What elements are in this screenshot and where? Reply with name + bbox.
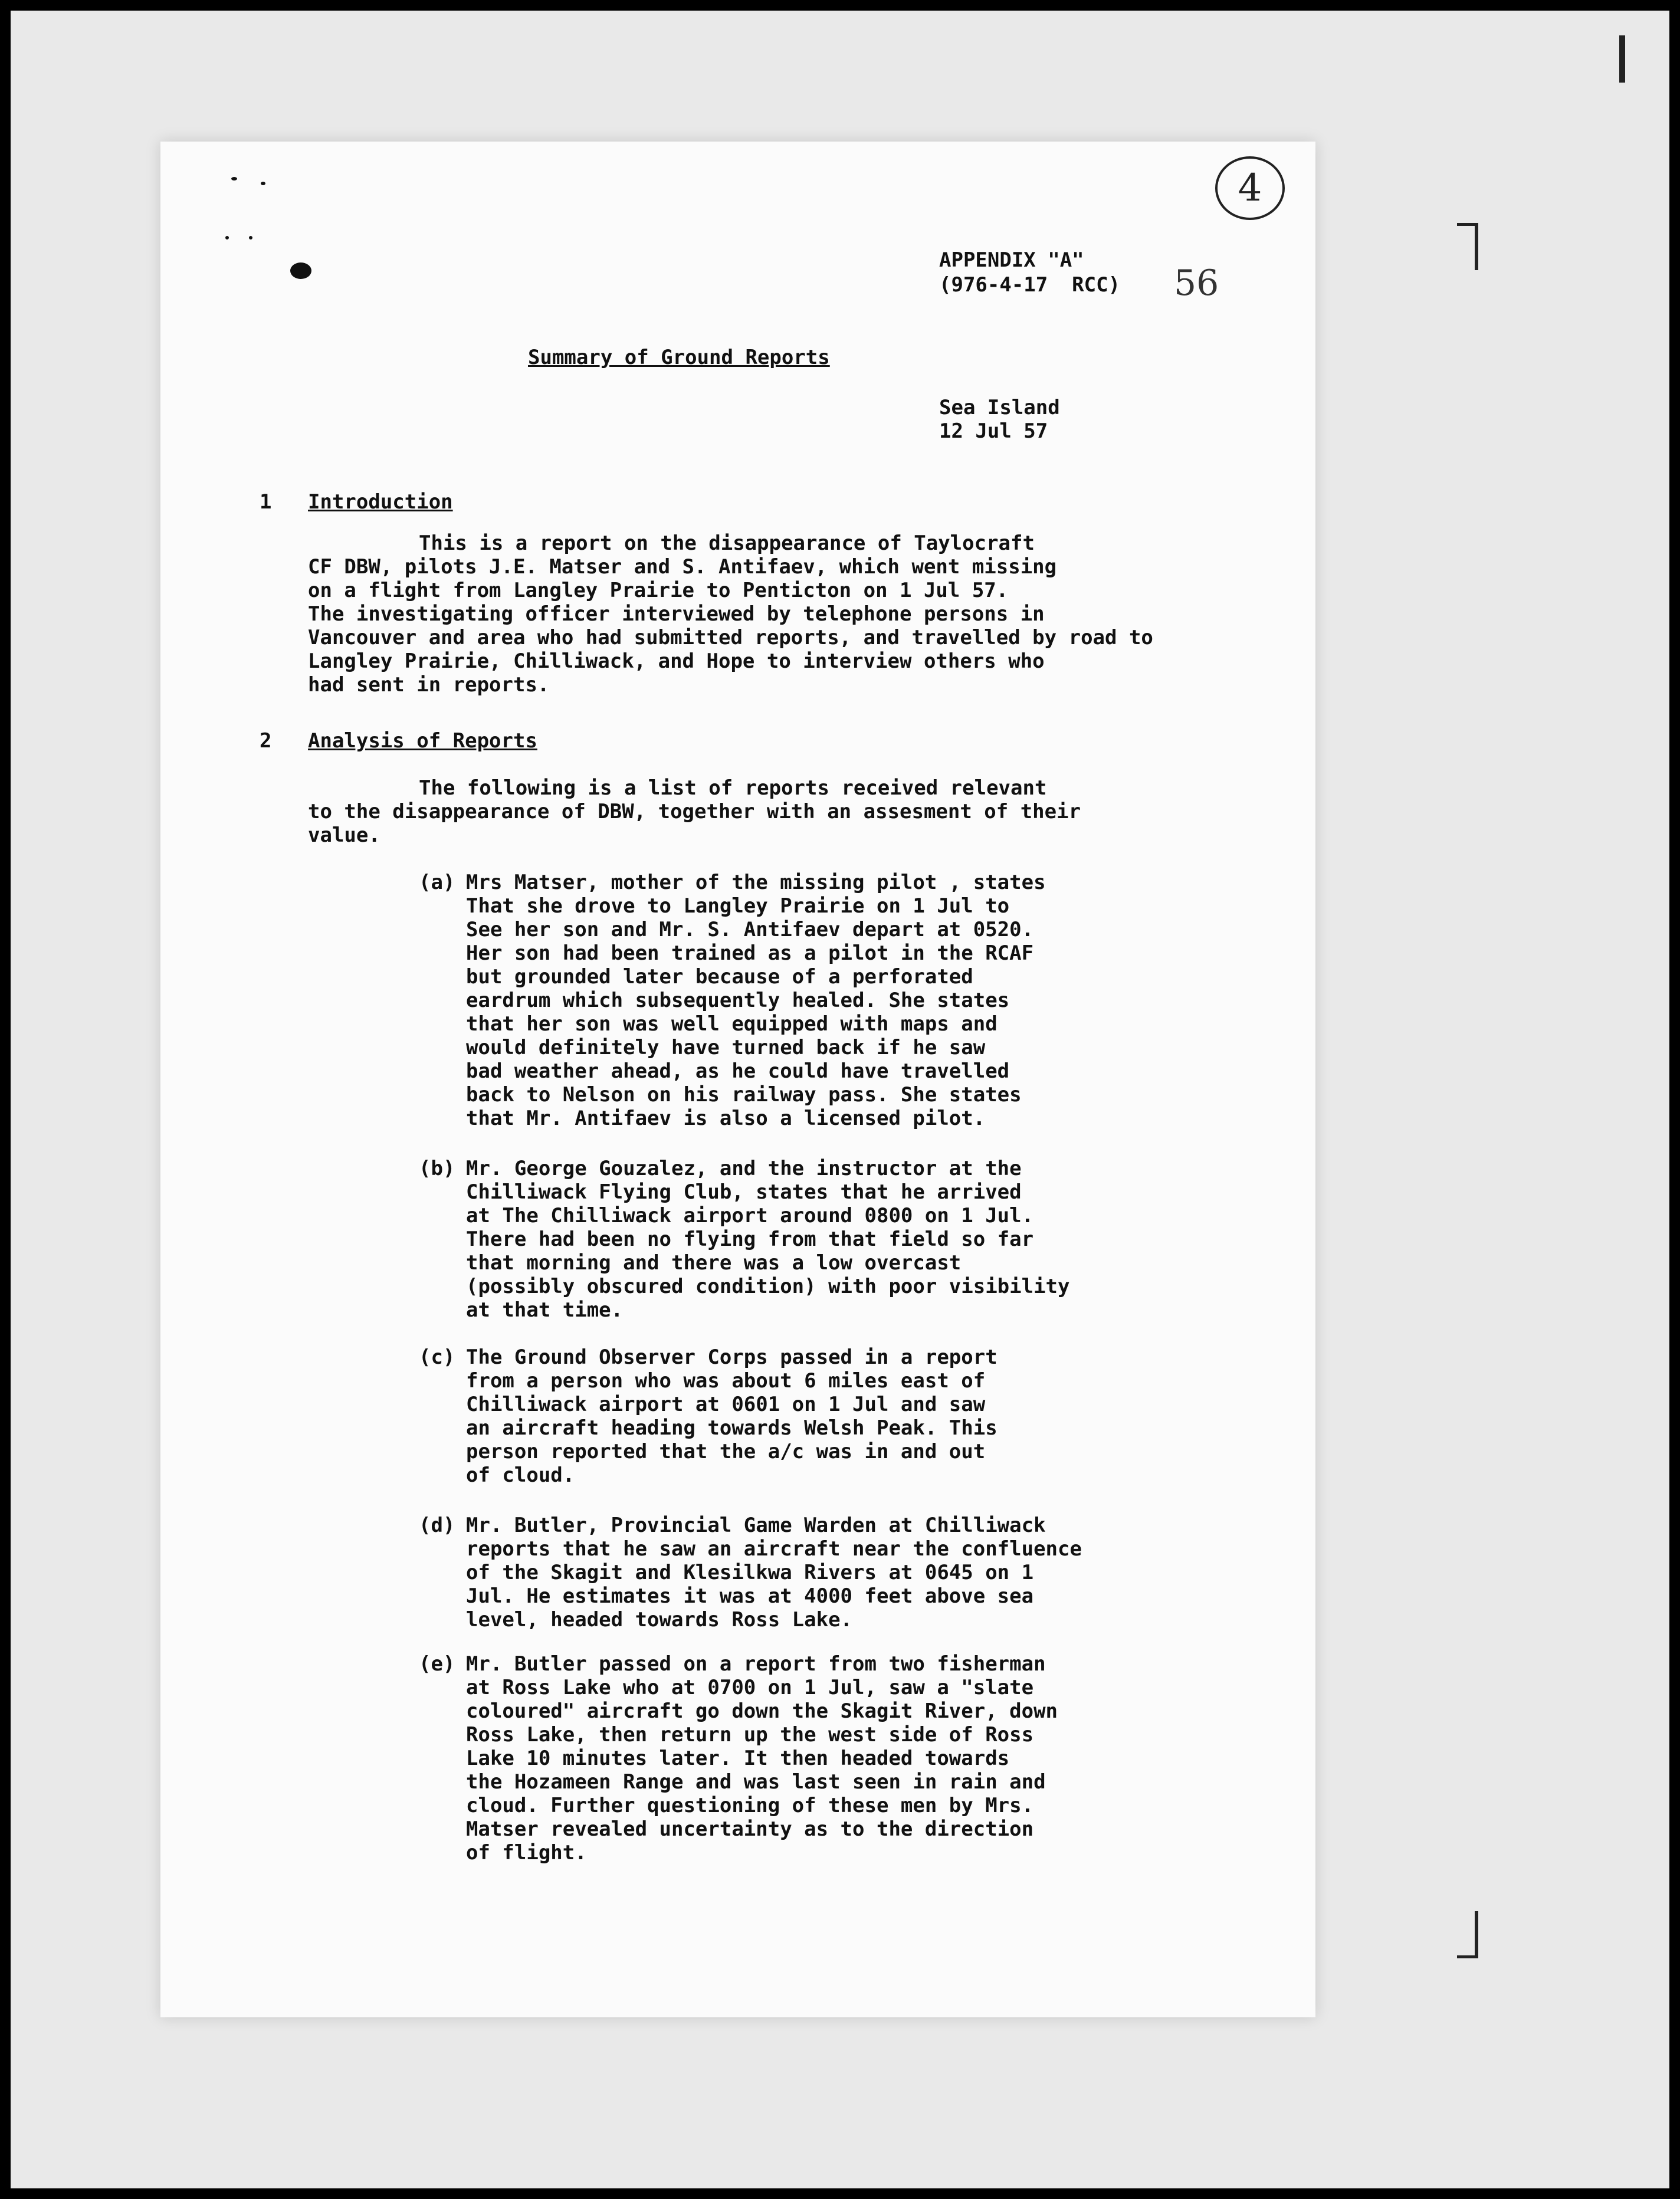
paragraph-line: Vancouver and area who had submitted reports, and travelled by road to xyxy=(308,626,1153,649)
report-item-line: an aircraft heading towards Welsh Peak. This xyxy=(466,1416,998,1440)
section-heading: Introduction xyxy=(308,490,453,514)
page-number: 4 xyxy=(1238,166,1262,210)
report-item-line: There had been no flying from that field so far xyxy=(466,1227,1034,1251)
report-item-line: that Mr. Antifaev is also a licensed pilot. xyxy=(466,1107,986,1130)
report-item-line: at that time. xyxy=(466,1298,624,1322)
document-title: Summary of Ground Reports xyxy=(528,346,830,369)
report-item-line: reports that he saw an aircraft near the confluence xyxy=(466,1537,1082,1561)
report-item-line: level, headed towards Ross Lake. xyxy=(466,1608,853,1632)
handwritten-number: 56 xyxy=(1174,262,1219,304)
report-item-label: (e) xyxy=(419,1652,455,1676)
paragraph-line: Langley Prairie, Chilliwack, and Hope to interview others who xyxy=(308,649,1045,673)
edge-mark-right xyxy=(1619,35,1625,83)
bracket-mark-bottom xyxy=(1475,1911,1478,1958)
place: Sea Island xyxy=(939,396,1060,419)
report-item-line: cloud. Further questioning of these men by Mrs. xyxy=(466,1794,1034,1817)
report-item-line: back to Nelson on his railway pass. She states xyxy=(466,1083,1022,1107)
report-item-line: Chilliwack airport at 0601 on 1 Jul and saw xyxy=(466,1393,986,1416)
paragraph-line: This is a report on the disappearance of Taylocraft xyxy=(419,531,1035,555)
report-item-line: of flight. xyxy=(466,1841,587,1865)
report-item-line: from a person who was about 6 miles east of xyxy=(466,1369,986,1393)
report-item-line: Chilliwack Flying Club, states that he arrived xyxy=(466,1180,1022,1204)
report-item-line: Mr. Butler, Provincial Game Warden at Chilliwack xyxy=(466,1514,1046,1537)
report-item-line: Lake 10 minutes later. It then headed towards xyxy=(466,1747,1010,1770)
file-reference: (976-4-17 RCC) xyxy=(939,273,1121,297)
paragraph-line: The following is a list of reports received relevant xyxy=(419,776,1047,800)
report-item-line: Mr. George Gouzalez, and the instructor at the xyxy=(466,1157,1022,1180)
ink-speck xyxy=(231,177,237,180)
bracket-mark-bottom-tick xyxy=(1457,1955,1478,1958)
report-item-label: (c) xyxy=(419,1345,455,1369)
report-item-line: person reported that the a/c was in and out xyxy=(466,1440,986,1463)
report-item-line: Jul. He estimates it was at 4000 feet above sea xyxy=(466,1584,1034,1608)
paragraph-line: to the disappearance of DBW, together with an assesment of their xyxy=(308,800,1081,823)
appendix-label: APPENDIX "A" xyxy=(939,248,1084,272)
report-item-line: at Ross Lake who at 0700 on 1 Jul, saw a "slate xyxy=(466,1676,1034,1699)
ink-speck xyxy=(225,236,229,239)
bracket-mark-top xyxy=(1475,223,1478,270)
ink-blot xyxy=(290,262,311,279)
report-item-line: eardrum which subsequently healed. She states xyxy=(466,989,1010,1012)
report-item-line: but grounded later because of a perforated xyxy=(466,965,973,989)
report-item-line: That she drove to Langley Prairie on 1 Jul to xyxy=(466,894,1010,918)
report-item-line: that her son was well equipped with maps and xyxy=(466,1012,998,1036)
report-item-line: would definitely have turned back if he saw xyxy=(466,1036,986,1059)
report-item-line: Mrs Matser, mother of the missing pilot , states xyxy=(466,871,1046,894)
page-number-circle xyxy=(1215,156,1285,220)
bracket-mark-top-tick xyxy=(1457,223,1478,226)
report-item-line: coloured" aircraft go down the Skagit River, down xyxy=(466,1699,1058,1723)
report-item-label: (d) xyxy=(419,1514,455,1537)
report-item-line: Ross Lake, then return up the west side of Ross xyxy=(466,1723,1034,1747)
report-item-line: at The Chilliwack airport around 0800 on 1 Jul. xyxy=(466,1204,1034,1227)
report-item-line: bad weather ahead, as he could have travelled xyxy=(466,1059,1010,1083)
report-item-line: Matser revealed uncertainty as to the direction xyxy=(466,1817,1034,1841)
report-item-line: The Ground Observer Corps passed in a report xyxy=(466,1345,998,1369)
paragraph-line: value. xyxy=(308,823,380,847)
report-item-label: (a) xyxy=(419,871,455,894)
report-item-line: (possibly obscured condition) with poor visibility xyxy=(466,1275,1070,1298)
section-number: 1 xyxy=(260,490,272,514)
section-number: 2 xyxy=(260,729,272,753)
date: 12 Jul 57 xyxy=(939,419,1048,443)
report-item-line: of the Skagit and Klesilkwa Rivers at 0645 on 1 xyxy=(466,1561,1034,1584)
paragraph-line: had sent in reports. xyxy=(308,673,550,697)
report-item-line: Mr. Butler passed on a report from two fisherman xyxy=(466,1652,1046,1676)
ink-speck xyxy=(261,182,265,185)
report-item-line: See her son and Mr. S. Antifaev depart at 0520. xyxy=(466,918,1034,941)
paragraph-line: on a flight from Langley Prairie to Penticton on 1 Jul 57. xyxy=(308,579,1009,602)
section-heading: Analysis of Reports xyxy=(308,729,537,753)
report-item-line: Her son had been trained as a pilot in the RCAF xyxy=(466,941,1034,965)
report-item-line: the Hozameen Range and was last seen in rain and xyxy=(466,1770,1046,1794)
report-item-line: of cloud. xyxy=(466,1463,575,1487)
ink-speck xyxy=(249,236,252,239)
report-item-line: that morning and there was a low overcast xyxy=(466,1251,962,1275)
report-item-label: (b) xyxy=(419,1157,455,1180)
paragraph-line: The investigating officer interviewed by telephone persons in xyxy=(308,602,1045,626)
paragraph-line: CF DBW, pilots J.E. Matser and S. Antifaev, which went missing xyxy=(308,555,1057,579)
